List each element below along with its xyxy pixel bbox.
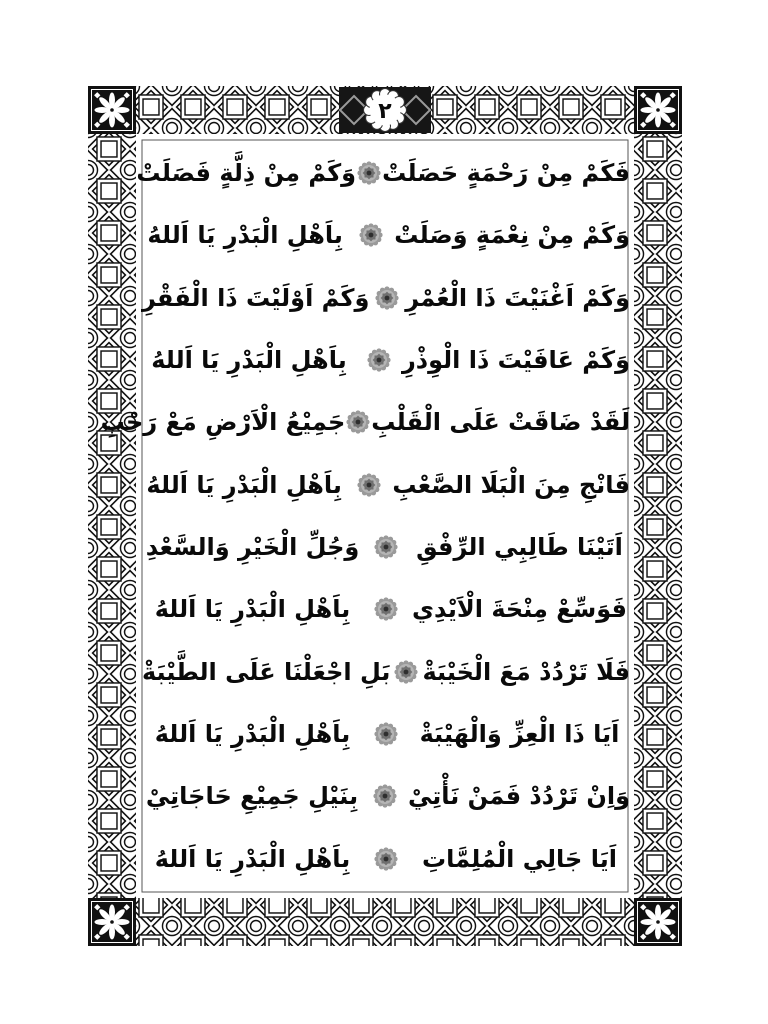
hemistich-right: لَقَدْ ضَاقَتْ عَلَى الْقَلْبِ [371, 408, 630, 437]
hemistich-right: فَوَسِّعْ مِنْحَةَ الْاَيْدِي [412, 595, 627, 624]
verse-row [142, 267, 630, 329]
hemistich-left: وَكَمْ مِنْ ذِلَّةٍ فَصَلَتْ [136, 159, 357, 188]
page-number: ٢ [378, 99, 392, 124]
hemistich-left: بِاَهْلِ الْبَدْرِ يَا اَللهُ [147, 221, 343, 250]
hemistich-left: جَمِيْعُ الْاَرْضِ مَعْ رَحْبِ [100, 408, 346, 437]
rosette-icon [373, 721, 399, 747]
border-band-bottom [88, 898, 682, 946]
verse-separator [369, 285, 405, 311]
verse-row [142, 578, 630, 640]
hemistich-left: وَجُلِّ الْخَيْرِ وَالسَّعْدِ [145, 533, 360, 562]
verse-separator [362, 783, 408, 809]
verse-row [142, 703, 630, 765]
rosette-icon [373, 596, 399, 622]
rosette-icon [374, 285, 400, 311]
poem-lines [100, 142, 630, 890]
verse-separator [390, 659, 422, 685]
hemistich-left: بِاَهْلِ الْبَدْرِ يَا اَللهُ [146, 470, 342, 499]
hemistich-right: وَكَمْ اَغْنَيْتَ ذَا الْعُمْرِ [405, 283, 630, 312]
verse-separator [346, 472, 392, 498]
hemistich-left: بِاَهْلِ الْبَدْرِ يَا اَللهُ [154, 844, 351, 873]
verse-separator [356, 160, 382, 186]
hemistich-right: اَيَا ذَا الْعِزِّ وَالْهَيْبَةْ [419, 720, 620, 749]
verse-row [136, 142, 630, 204]
verse-row [142, 765, 630, 827]
hemistich-left: بِاَهْلِ الْبَدْرِ يَا اَللهُ [151, 346, 347, 375]
verse-row [142, 454, 630, 516]
hemistich-left: بِاَهْلِ الْبَدْرِ يَا اَللهُ [154, 720, 351, 749]
verse-row [100, 391, 630, 453]
verse-separator [363, 721, 409, 747]
verse-row [142, 828, 630, 890]
rosette-icon [356, 160, 382, 186]
hemistich-left: بِنَيْلِ جَمِيْعِ حَاجَاتِيْ [145, 782, 359, 811]
hemistich-right: وَكَمْ مِنْ نِعْمَةٍ وَصَلَتْ [394, 221, 630, 250]
hemistich-right: اَيَا جَالِي الْمُلِمَّاتِ [422, 844, 617, 873]
verse-row [142, 329, 630, 391]
border-band-left [88, 86, 136, 946]
hemistich-left: وَكَمْ اَوْلَيْتَ ذَا الْفَقْرِ [142, 283, 370, 312]
rosette-icon [373, 534, 399, 560]
rosette-icon [393, 659, 419, 685]
rosette-icon [345, 409, 371, 435]
verse-separator [348, 222, 394, 248]
hemistich-right: فَانْجِ مِنَ الْبَلَا الصَّعْبِ [392, 470, 630, 499]
rosette-icon [366, 347, 392, 373]
rosette-icon [358, 222, 384, 248]
verse-row [142, 641, 630, 703]
page-number-medallion [339, 87, 431, 133]
hemistich-right: وَاِنْ تَرْدُدْ فَمَنْ نَأْتِيْ [408, 782, 630, 811]
rosette-icon [356, 472, 382, 498]
verse-row [142, 516, 630, 578]
hemistich-right: فَكَمْ مِنْ رَحْمَةٍ حَصَلَتْ [382, 159, 630, 188]
verse-separator [363, 534, 409, 560]
rosette-icon [372, 783, 398, 809]
hemistich-right: اَتَيْنَا طَالِبِي الرِّفْقِ [416, 533, 623, 562]
verse-separator [356, 347, 402, 373]
verse-separator [345, 409, 371, 435]
hemistich-right: وَكَمْ عَافَيْتَ ذَا الْوِذْرِ [401, 346, 630, 375]
verse-separator [363, 596, 409, 622]
hemistich-left: بِاَهْلِ الْبَدْرِ يَا اَللهُ [154, 595, 351, 624]
hemistich-left: بَلِ اجْعَلْنَا عَلَى الطَّيْبَةْ [142, 657, 391, 686]
verse-row [142, 204, 630, 266]
border-band-right [634, 86, 682, 946]
hemistich-right: فَلَا تَرْدُدْ مَعَ الْخَيْبَةْ [422, 657, 630, 686]
rosette-icon [373, 846, 399, 872]
verse-separator [363, 846, 409, 872]
